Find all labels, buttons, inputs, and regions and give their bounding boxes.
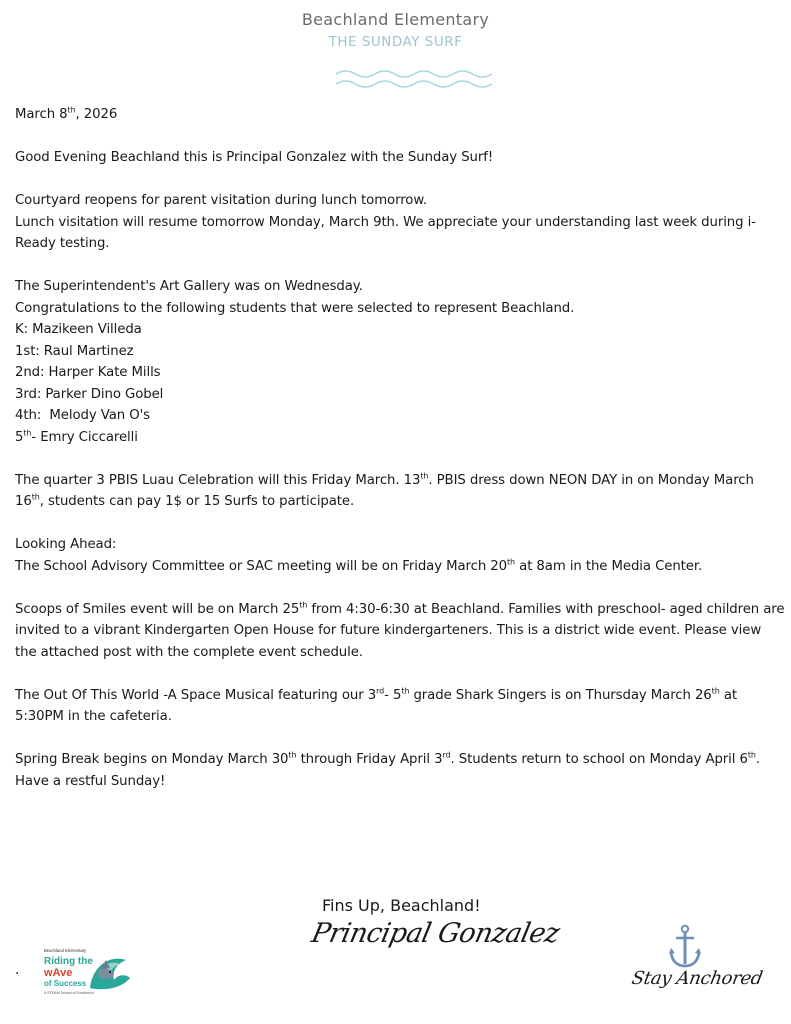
school-name: Beachland Elementary — [301, 10, 490, 29]
spring-break-paragraph: Spring Break begins on Monday March 30th through Friday April 3rd. Students return to school on Monday April 6th. — [15, 750, 760, 767]
pbis-paragraph: The quarter 3 PBIS Luau Celebration will this Friday March. 13th. PBIS dress down NEON DAY in on Monday March 16th, students can pay 1$ or 15 Surfs to participate. — [15, 471, 754, 509]
student-4th: 4th: Melody Van O's — [15, 408, 150, 423]
closing-line: Fins Up, Beachland! — [322, 896, 481, 915]
logo-success-text: of Success — [44, 979, 87, 988]
student-5th: 5th- Emry Ciccarelli — [15, 428, 138, 445]
student-k: K: Mazikeen Villeda — [15, 322, 142, 337]
logo-riding-text: Riding the — [44, 956, 93, 967]
principal-signature: Principal Gonzalez — [308, 918, 563, 949]
stray-dot: . — [15, 962, 20, 978]
sign-off-line: Have a restful Sunday! — [15, 773, 166, 789]
anchor-icon — [668, 924, 702, 970]
logo-wave-text: wAve — [44, 967, 73, 979]
letter-body — [15, 104, 785, 792]
looking-ahead-heading: Looking Ahead: — [15, 537, 117, 552]
student-1st: 1st: Raul Martinez — [15, 343, 134, 359]
letter-date: March 8th, 2026 — [15, 105, 118, 122]
sac-paragraph: The School Advisory Committee or SAC meeting will be on Friday March 20th at 8am in the Media Center. — [15, 557, 703, 574]
newsletter-header — [0, 10, 791, 50]
courtyard-paragraph: Courtyard reopens for parent visitation during lunch tomorrow. Lunch visitation will resume tomorrow Monday, March 9th. We appreciate your understanding last week during i-Ready testing. — [15, 193, 756, 251]
logo-tagline-text: A STEAM School of Excellence — [44, 991, 94, 995]
gallery-heading: The Superintendent's Art Gallery was on Wednesday. — [15, 279, 363, 294]
student-2nd: 2nd: Harper Kate Mills — [15, 365, 161, 380]
wave-divider-icon — [336, 68, 492, 92]
student-3rd: 3rd: Parker Dino Gobel — [15, 386, 164, 402]
scoops-paragraph: Scoops of Smiles event will be on March 25th from 4:30-6:30 at Beachland. Families with preschool- aged children are invited to a vibrant Kindergarten Open House for future kindergarteners. This is a district wide event. Please view the attached post with the complete event schedule. — [15, 600, 785, 660]
musical-paragraph: The Out Of This World -A Space Musical featuring our 3rd- 5th grade Shark Singers is on Thursday March 26th at 5:30PM in the cafeteria. — [15, 686, 737, 724]
newsletter-title: THE SUNDAY SURF — [328, 34, 463, 50]
riding-the-wave-logo — [42, 944, 132, 1000]
gallery-congrats: Congratulations to the following students that were selected to represent Beachland. — [15, 300, 575, 316]
logo-top-text: Beachland Elementary — [44, 948, 87, 953]
stay-anchored-text: Stay Anchored — [630, 968, 765, 989]
greeting: Good Evening Beachland this is Principal Gonzalez with the Sunday Surf! — [15, 150, 494, 165]
